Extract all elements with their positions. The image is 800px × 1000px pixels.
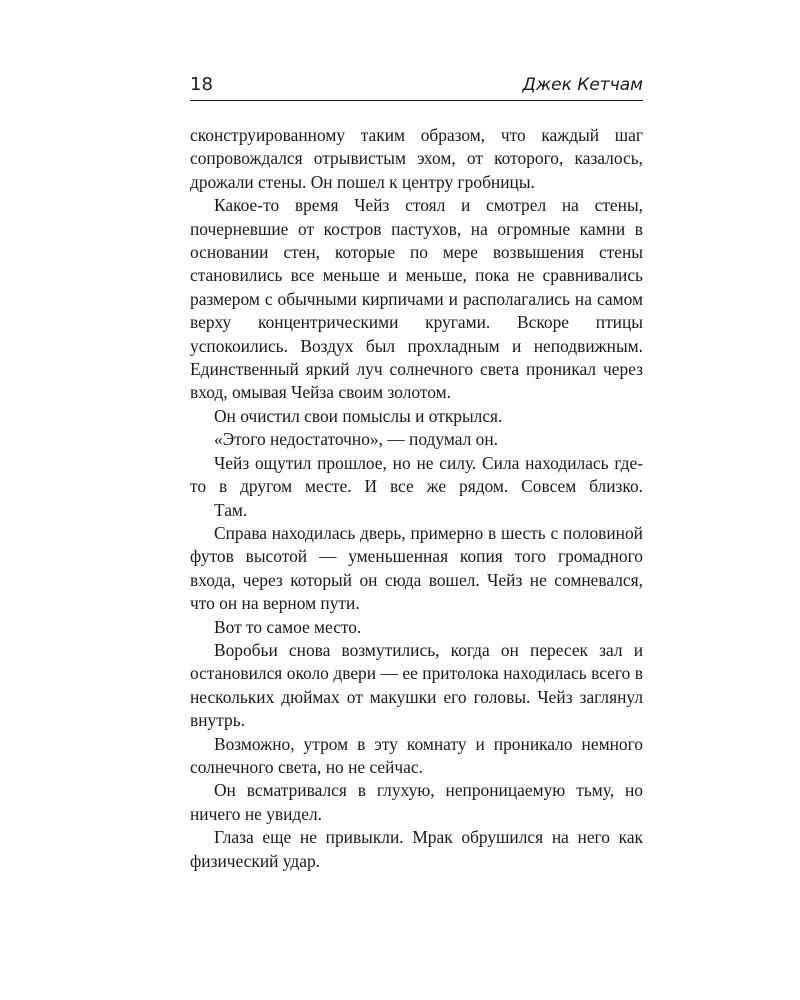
paragraph: Возможно, утром в эту комнату и проникало немного солнечного света, но не сейчас.: [190, 733, 643, 777]
paragraph: Чейз ощутил прошлое, но не силу. Сила находилась где-то в другом месте. И все же рядом. Совсем близко.: [190, 452, 643, 497]
body-text: [190, 124, 643, 873]
running-title: Джек Кетчам: [522, 75, 643, 95]
page-header: [190, 74, 643, 101]
paragraph: Он очистил свои помыслы и открылся.: [214, 405, 503, 426]
paragraph: Какое-то время Чейз стоял и смотрел на стены, почерневшие от костров пастухов, на огромные камни в основании стен, которые по мере возвышения стены становились все меньше и меньше, пока не сравнивались размером с обычными кирпичами и располагались на самом верху концентрическими кругами. Вскоре птицы успокоились. Воздух был прохладным и неподвижным. Единственный яркий луч солнечного света проникал через вход, омывая Чейза своим золотом.: [190, 195, 643, 403]
paragraph: сконструированному таким образом, что каждый шаг сопровождался отрывистым эхом, от которого, казалось, дрожали стены. Он пошел к центру гробницы.: [190, 125, 643, 192]
paragraph: «Этого недостаточно», — подумал он.: [214, 429, 498, 450]
paragraph: Там.: [214, 499, 248, 520]
page-number: 18: [190, 74, 213, 95]
paragraph: Вот то самое место.: [214, 616, 362, 637]
paragraph: Воробьи снова возмутились, когда он пересек зал и остановился около двери — ее притолока находилась всего в нескольких дюймах от макушки его головы. Чейз заглянул внутрь.: [190, 639, 643, 731]
paragraph: Справа находилась дверь, примерно в шесть с половиной футов высотой — уменьшенная копия того громадного входа, через который он сюда вошел. Чейз не сомневался, что он на верном пути.: [190, 522, 643, 614]
paragraph: Он всматривался в глухую, непроницаемую тьму, но ничего не увидел.: [190, 780, 643, 824]
paragraph: Глаза еще не привыкли. Мрак обрушился на него как физический удар.: [190, 827, 643, 871]
